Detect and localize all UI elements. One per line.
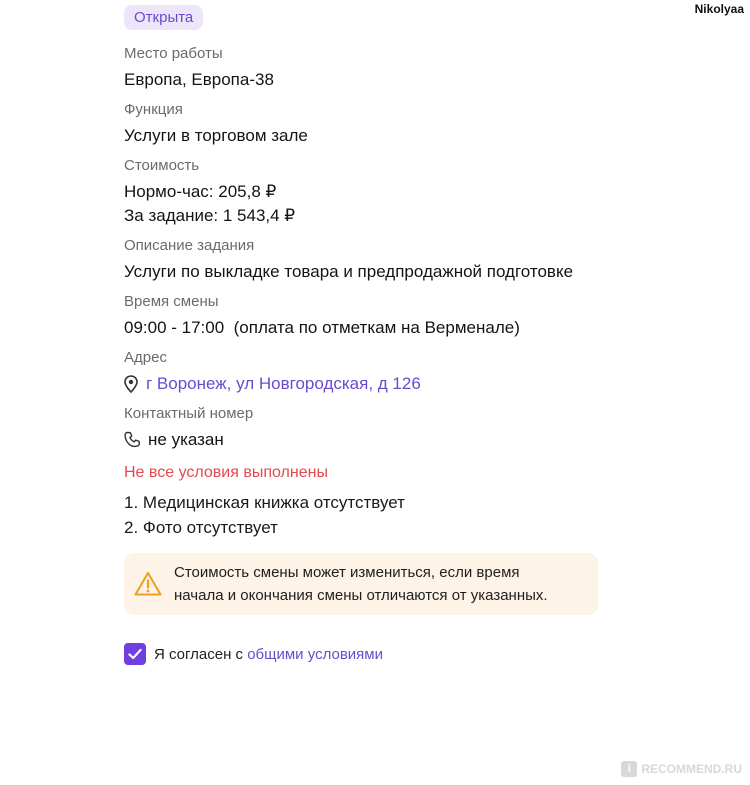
recommend-logo-icon: i <box>621 761 637 777</box>
address-label: Адрес <box>124 349 167 366</box>
cost-field <box>124 156 295 228</box>
warning-icon <box>134 571 162 597</box>
description-field <box>124 236 573 284</box>
contact-value: не указан <box>148 430 224 449</box>
condition-item: 1. Медицинская книжка отсутствует <box>124 493 405 512</box>
status-badge: Открыта <box>124 5 203 30</box>
notice-text <box>174 561 548 607</box>
conditions-title: Не все условия выполнены <box>124 464 328 481</box>
contact-label: Контактный номер <box>124 405 254 422</box>
workplace-value: Европа, Европа-38 <box>124 70 274 89</box>
condition-item: 2. Фото отсутствует <box>124 518 278 537</box>
address-row[interactable] <box>124 372 421 396</box>
recommend-watermark <box>621 761 742 777</box>
map-pin-icon <box>124 375 138 393</box>
agreement-prefix: Я согласен с <box>154 645 248 663</box>
shift-cost-notice <box>124 553 598 615</box>
address-link[interactable]: г Воронеж, ул Новгородская, д 126 <box>146 374 421 393</box>
agreement-text <box>154 646 383 663</box>
description-value: Услуги по выкладке товара и предпродажной подготовке <box>124 262 574 281</box>
address-field <box>124 348 421 396</box>
shift-time-value: 09:00 - 17:00 (оплата по отметкам на Верменале) <box>124 318 520 337</box>
function-value: Услуги в торговом зале <box>124 126 308 145</box>
description-label: Описание задания <box>124 237 255 254</box>
phone-icon <box>124 431 142 449</box>
agreement-checkbox[interactable] <box>124 643 146 665</box>
shift-time-field <box>124 292 520 340</box>
workplace-field <box>124 44 274 92</box>
function-field <box>124 100 308 148</box>
agreement-row <box>124 643 383 665</box>
cost-per-task: За задание: 1 543,4 ₽ <box>124 206 296 225</box>
watermark-username: Nikolyaa <box>694 2 744 16</box>
function-label: Функция <box>124 101 183 118</box>
terms-link[interactable]: общими условиями <box>247 645 383 663</box>
notice-line-1: Стоимость смены может измениться, если время <box>174 564 520 581</box>
shift-time-label: Время смены <box>124 293 219 310</box>
recommend-site-name: RECOMMEND.RU <box>641 762 742 776</box>
cost-hourly: Нормо-час: 205,8 ₽ <box>124 182 277 201</box>
contact-field <box>124 404 253 452</box>
checkmark-icon <box>128 648 142 660</box>
cost-label: Стоимость <box>124 157 200 174</box>
conditions-list <box>124 490 405 540</box>
workplace-label: Место работы <box>124 45 223 62</box>
contact-row <box>124 428 253 452</box>
notice-line-2: начала и окончания смены отличаются от указанных. <box>174 587 548 604</box>
